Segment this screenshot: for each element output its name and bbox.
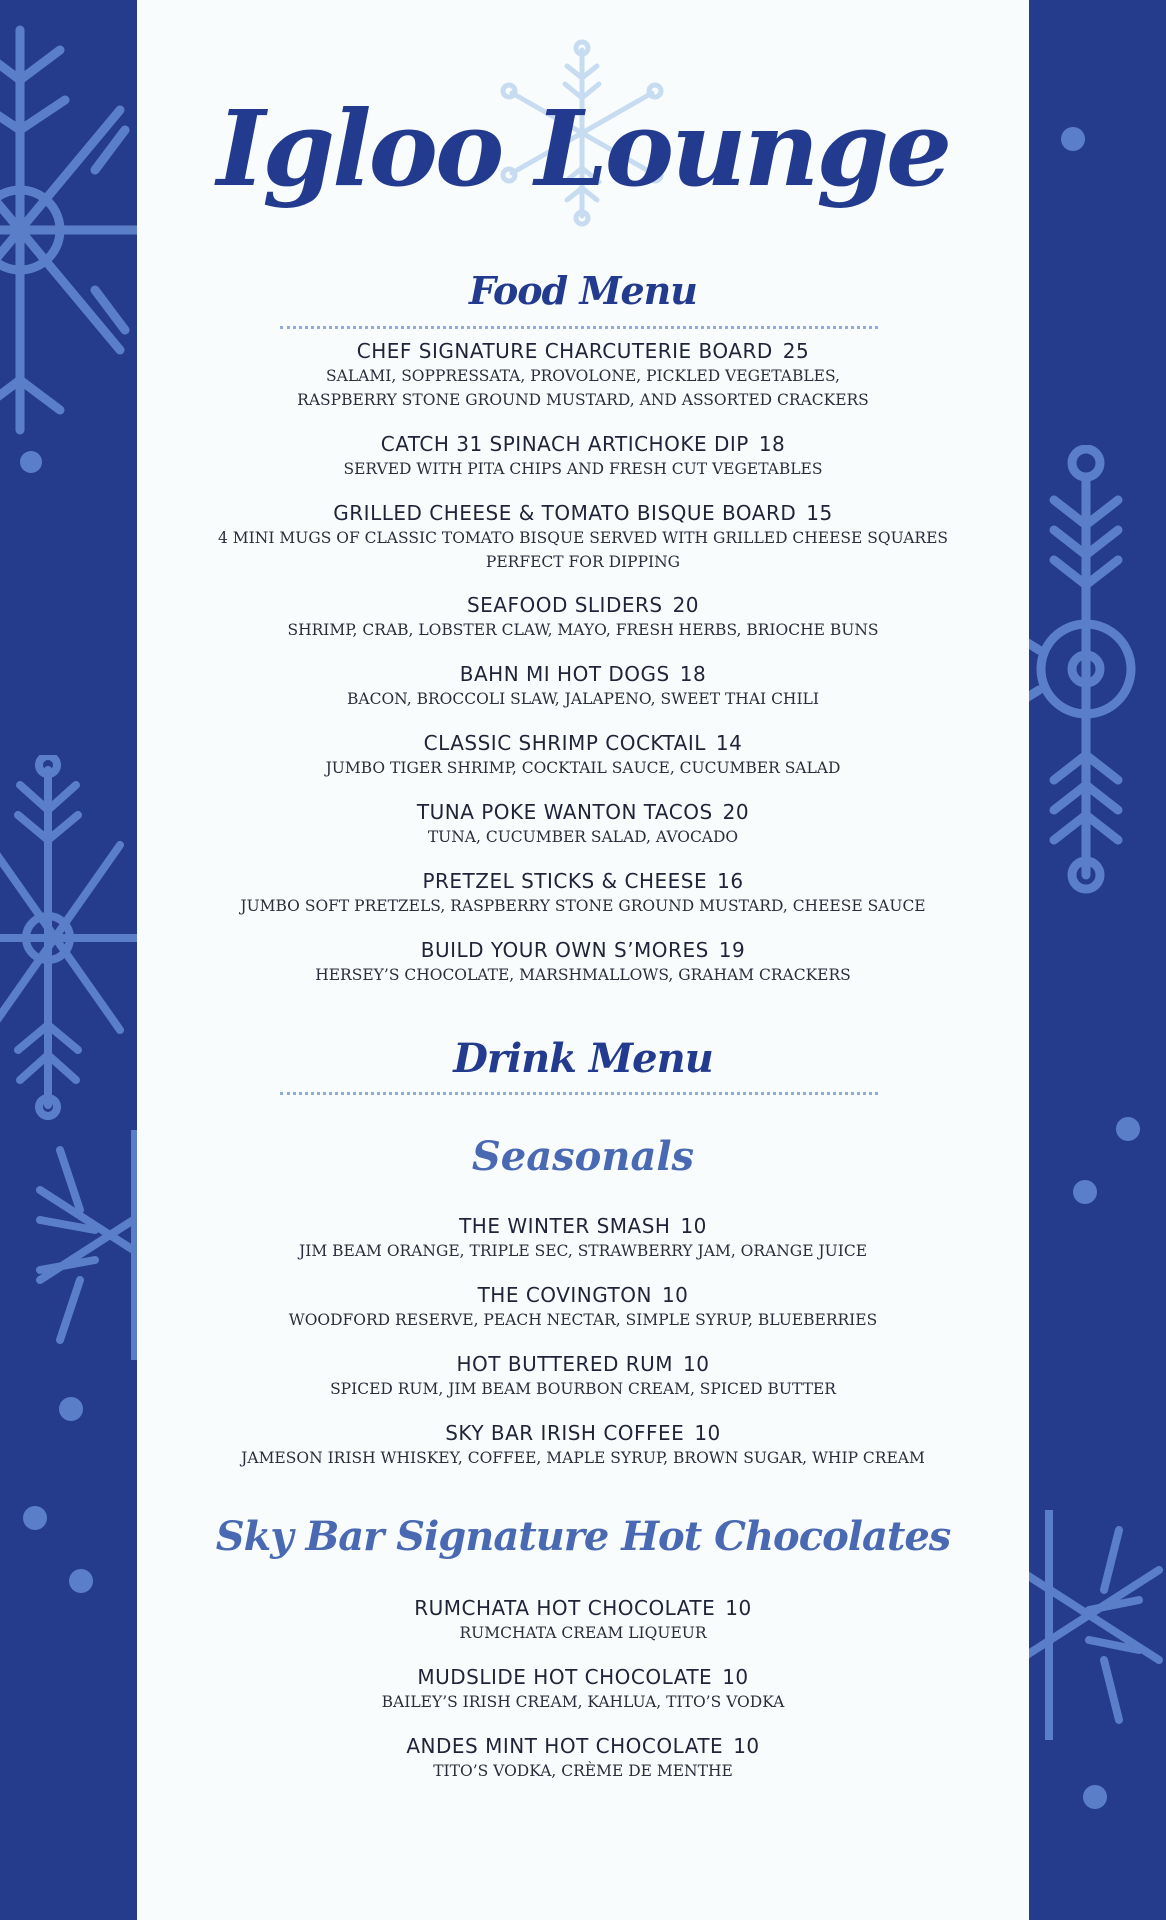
- menu-panel: [137, 0, 1029, 1920]
- item-price: 20: [722, 800, 750, 824]
- menu-item: [137, 730, 1029, 780]
- item-price: 10: [680, 1214, 707, 1238]
- restaurant-title: Igloo Lounge: [216, 87, 950, 210]
- left-decor-strip: [0, 0, 137, 1920]
- snow-dot-icon: [1059, 125, 1089, 155]
- item-price: 10: [722, 1665, 749, 1689]
- menu-item: [137, 1595, 1029, 1645]
- seasonals-heading: Seasonals: [471, 1133, 695, 1180]
- menu-item: [137, 592, 1029, 642]
- item-name: CLASSIC SHRIMP COCKTAIL 14: [423, 731, 743, 755]
- food-menu-heading: Food Menu: [469, 268, 697, 313]
- item-name: SEAFOOD SLIDERS 20: [466, 593, 700, 617]
- header: [137, 30, 1029, 230]
- item-description: JUMBO SOFT PRETZELS, RASPBERRY STONE GROUND MUSTARD, CHEESE SAUCE: [240, 897, 926, 915]
- item-description: SERVED WITH PITA CHIPS AND FRESH CUT VEGETABLES: [343, 460, 823, 478]
- menu-item: [137, 1282, 1029, 1332]
- item-description: BACON, BROCCOLI SLAW, JALAPENO, SWEET THAI CHILI: [347, 690, 819, 708]
- snow-dot-icon: [57, 1395, 87, 1425]
- item-price: 14: [715, 731, 743, 755]
- divider: [280, 326, 878, 329]
- item-name: CATCH 31 SPINACH ARTICHOKE DIP 18: [380, 432, 786, 456]
- item-description: BAILEY’S IRISH CREAM, KAHLUA, TITO’S VODKA: [381, 1693, 785, 1711]
- snowflake-icon: [1029, 445, 1166, 895]
- item-name: BUILD YOUR OWN S’MORES 19: [420, 938, 746, 962]
- item-price: 15: [806, 501, 833, 525]
- item-name: ANDES MINT HOT CHOCOLATE 10: [406, 1734, 760, 1758]
- item-description: RUMCHATA CREAM LIQUEUR: [459, 1624, 707, 1642]
- item-price: 10: [733, 1734, 760, 1758]
- menu-item: [137, 338, 1029, 412]
- menu-item: [137, 868, 1029, 918]
- item-description: PERFECT FOR DIPPING: [485, 553, 681, 571]
- snowflake-icon: [20, 1130, 137, 1360]
- item-description: JAMESON IRISH WHISKEY, COFFEE, MAPLE SYRUP, BROWN SUGAR, WHIP CREAM: [241, 1449, 925, 1467]
- item-price: 18: [758, 432, 786, 456]
- item-name: BAHN MI HOT DOGS 18: [459, 662, 707, 686]
- divider: [280, 1092, 878, 1095]
- item-name: GRILLED CHEESE & TOMATO BISQUE BOARD 15: [333, 501, 833, 525]
- snow-dot-icon: [1071, 1178, 1101, 1208]
- item-description: 4 MINI MUGS OF CLASSIC TOMATO BISQUE SERVED WITH GRILLED CHEESE SQUARES: [218, 529, 948, 547]
- snowflake-icon: [0, 20, 137, 440]
- item-price: 25: [782, 339, 810, 363]
- menu-item: [137, 1420, 1029, 1470]
- menu-item: [137, 661, 1029, 711]
- menu-item: [137, 799, 1029, 849]
- item-price: 10: [694, 1421, 721, 1445]
- snowflake-icon: [0, 755, 137, 1125]
- item-name: CHEF SIGNATURE CHARCUTERIE BOARD 25: [356, 339, 810, 363]
- item-name: THE COVINGTON 10: [477, 1283, 689, 1307]
- item-description: JUMBO TIGER SHRIMP, COCKTAIL SAUCE, CUCUMBER SALAD: [325, 759, 841, 777]
- item-name: RUMCHATA HOT CHOCOLATE 10: [414, 1596, 752, 1620]
- item-name: MUDSLIDE HOT CHOCOLATE 10: [417, 1665, 749, 1689]
- item-name: PRETZEL STICKS & CHEESE 16: [422, 869, 744, 893]
- item-description: WOODFORD RESERVE, PEACH NECTAR, SIMPLE SYRUP, BLUEBERRIES: [288, 1311, 878, 1329]
- menu-item: [137, 1733, 1029, 1783]
- item-price: 20: [672, 593, 700, 617]
- drink-menu-heading: Drink Menu: [453, 1035, 713, 1082]
- item-description: TITO’S VODKA, CRÈME DE MENTHE: [433, 1762, 733, 1780]
- menu-item: [137, 431, 1029, 481]
- menu-item: [137, 1213, 1029, 1263]
- hot-chocolates-heading: Sky Bar Signature Hot Chocolates: [215, 1513, 951, 1560]
- menu-item: [137, 1664, 1029, 1714]
- right-decor-strip: [1029, 0, 1166, 1920]
- item-description: JIM BEAM ORANGE, TRIPLE SEC, STRAWBERRY JAM, ORANGE JUICE: [298, 1242, 868, 1260]
- snow-dot-icon: [1081, 1783, 1111, 1813]
- menu-item: [137, 937, 1029, 987]
- item-name: THE WINTER SMASH 10: [459, 1214, 707, 1238]
- item-price: 10: [725, 1596, 752, 1620]
- snow-dot-icon: [16, 450, 46, 480]
- item-description: HERSEY’S CHOCOLATE, MARSHMALLOWS, GRAHAM CRACKERS: [315, 966, 851, 984]
- item-name: TUNA POKE WANTON TACOS 20: [416, 800, 750, 824]
- item-description: SPICED RUM, JIM BEAM BOURBON CREAM, SPICED BUTTER: [330, 1380, 836, 1398]
- item-price: 18: [679, 662, 707, 686]
- snowflake-icon: [1029, 1510, 1166, 1740]
- item-description: SALAMI, SOPPRESSATA, PROVOLONE, PICKLED VEGETABLES,: [326, 367, 840, 385]
- menu-item: [137, 1351, 1029, 1401]
- item-price: 16: [717, 869, 744, 893]
- item-name: SKY BAR IRISH COFFEE 10: [445, 1421, 721, 1445]
- item-description: TUNA, CUCUMBER SALAD, AVOCADO: [427, 828, 739, 846]
- snow-dot-icon: [67, 1567, 97, 1597]
- item-price: 10: [661, 1283, 689, 1307]
- item-name: HOT BUTTERED RUM 10: [456, 1352, 710, 1376]
- snow-dot-icon: [1114, 1115, 1144, 1145]
- item-price: 19: [718, 938, 746, 962]
- item-price: 10: [683, 1352, 710, 1376]
- snow-dot-icon: [22, 1505, 52, 1535]
- item-description: RASPBERRY STONE GROUND MUSTARD, AND ASSORTED CRACKERS: [297, 391, 869, 409]
- item-description: SHRIMP, CRAB, LOBSTER CLAW, MAYO, FRESH HERBS, BRIOCHE BUNS: [287, 621, 879, 639]
- menu-item: [137, 500, 1029, 574]
